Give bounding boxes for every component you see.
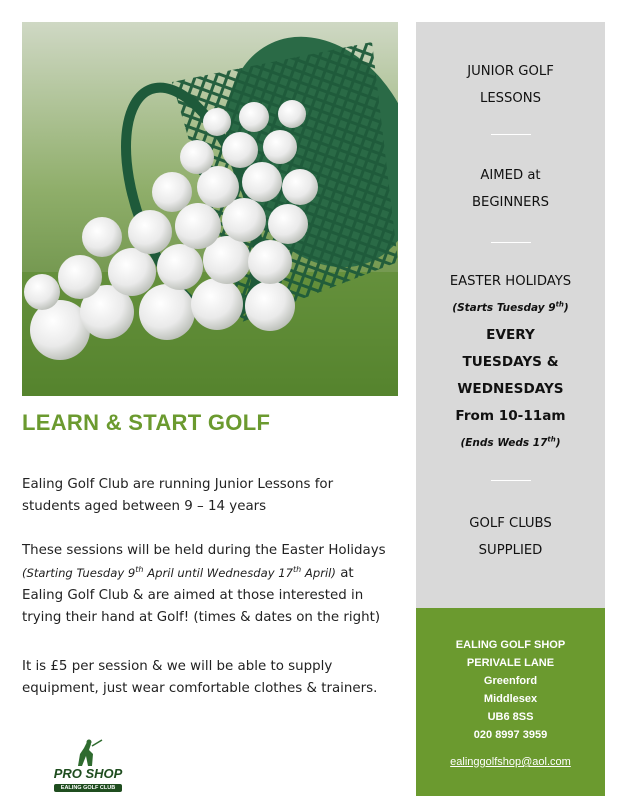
shop-contact-box: [416, 608, 605, 796]
dates-after: at: [335, 566, 354, 581]
divider: [491, 134, 531, 135]
sidebar-line-3: AIMED at: [480, 168, 541, 183]
shop-name: EALING GOLF SHOP: [455, 639, 566, 651]
sidebar-line-11: SUPPLIED: [478, 543, 543, 558]
sessions-paragraph: [22, 540, 414, 629]
shop-county: Middlesex: [483, 693, 538, 705]
shop-phone: 020 8997 3959: [473, 729, 548, 741]
sessions-line-1: These sessions will be held during the Easter Holidays: [22, 543, 386, 558]
divider: [491, 480, 531, 481]
sessions-line-4: trying their hand at Golf! (times & dates on the right): [22, 610, 381, 625]
sidebar-line-7: TUESDAYS &: [462, 354, 559, 370]
sidebar-line-6: EVERY: [486, 327, 535, 343]
logo-main-text: PRO SHOP: [53, 766, 123, 781]
sidebar-equipment: [416, 510, 605, 564]
sidebar-line-1: JUNIOR GOLF: [467, 64, 554, 79]
page-heading: LEARN & START GOLF: [22, 410, 271, 435]
shop-town: Greenford: [483, 675, 538, 687]
shop-street: PERIVALE LANE: [466, 657, 555, 669]
golf-balls-basket-photo: [22, 22, 398, 396]
pro-shop-logo: [52, 738, 124, 800]
dates-sup-2: th: [293, 565, 302, 575]
sidebar-title: [416, 58, 605, 112]
dates-sup-1: th: [135, 565, 144, 575]
sessions-line-2: [22, 562, 414, 585]
sidebar-schedule: [416, 268, 605, 457]
ends-sup: th: [547, 435, 556, 444]
shop-email-link[interactable]: ealinggolfshop@aol.com: [450, 756, 571, 768]
sessions-line-3: Ealing Golf Club & are aimed at those interested in: [22, 588, 364, 603]
ends-close: ): [555, 437, 561, 449]
dates-italic-c: April): [301, 566, 336, 580]
price-line-1: It is £5 per session & we will be able to supply: [22, 659, 333, 674]
shop-address: [416, 636, 605, 744]
sidebar-line-9: From 10-11am: [455, 408, 566, 424]
price-paragraph: [22, 656, 414, 700]
intro-line-2: students aged between 9 – 14 years: [22, 499, 267, 514]
sidebar-line-10: GOLF CLUBS: [469, 516, 552, 531]
starts-sup: th: [555, 300, 564, 309]
starts-text: (Starts Tuesday 9: [452, 302, 556, 314]
sidebar-line-8: WEDNESDAYS: [457, 381, 564, 397]
price-line-2: equipment, just wear comfortable clothes & trainers.: [22, 681, 378, 696]
sidebar-line-5: EASTER HOLIDAYS: [449, 274, 572, 289]
logo-sub-text: EALING GOLF CLUB: [54, 784, 122, 792]
intro-paragraph: [22, 474, 414, 518]
info-sidebar: [416, 22, 605, 608]
sidebar-line-2: LESSONS: [479, 91, 542, 106]
intro-line-1: Ealing Golf Club are running Junior Lessons for: [22, 477, 334, 492]
starts-note: [416, 295, 605, 322]
dates-italic-b: April until Wednesday 17: [143, 566, 293, 580]
ends-text: (Ends Weds 17: [460, 437, 548, 449]
sidebar-line-4: BEGINNERS: [471, 195, 550, 210]
divider: [491, 242, 531, 243]
ends-note: [416, 430, 605, 457]
dates-italic-a: (Starting Tuesday 9: [22, 566, 136, 580]
shop-postcode: UB6 8SS: [487, 711, 534, 723]
starts-close: ): [563, 302, 569, 314]
sidebar-audience: [416, 162, 605, 216]
